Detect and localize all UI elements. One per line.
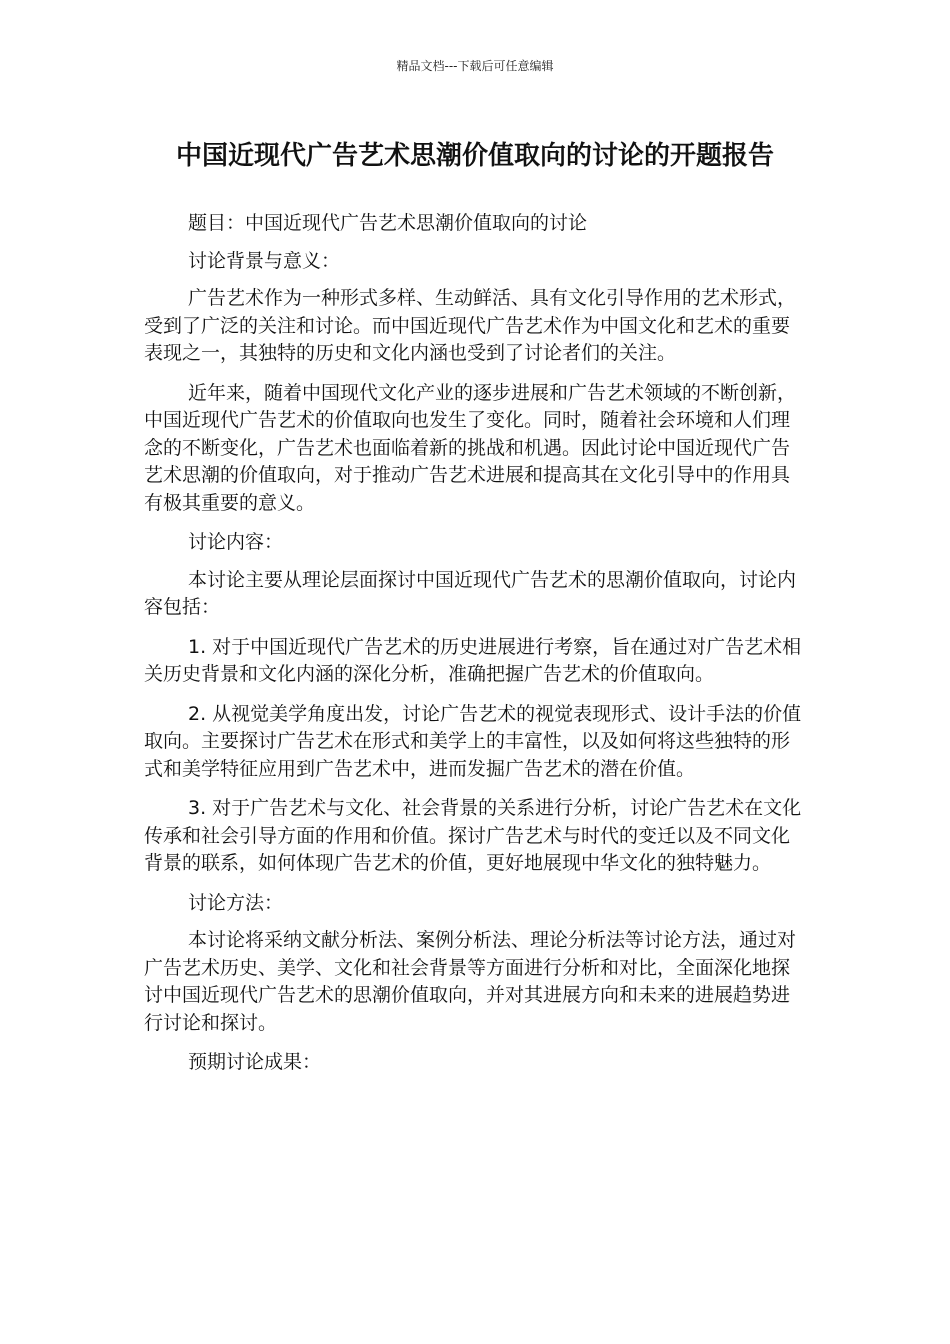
topic-line: 题目：中国近现代广告艺术思潮价值取向的讨论 xyxy=(188,212,588,234)
section-heading-content: 讨论内容： xyxy=(188,531,284,553)
list-item-content-2: 2. 从视觉美学角度出发，讨论广告艺术的视觉表现形式、设计手法的价值取向。主要探讨广告艺术在形式和美学上的丰富性，以及如何将这些独特的形式和美学特征应用到广告艺术中，进而发掘广告艺术的潜在价值。 xyxy=(144,702,802,780)
section-heading-background: 讨论背景与意义： xyxy=(188,249,341,272)
document-body xyxy=(144,210,806,1087)
section-heading-expected-results: 预期讨论成果： xyxy=(188,1051,322,1073)
paragraph-background-2: 近年来，随着中国现代文化产业的逐步进展和广告艺术领域的不断创新，中国近现代广告艺术的价值取向也发生了变化。同时，随着社会环境和人们理念的不断变化，广告艺术也面临着新的挑战和机遇。因此讨论中国近现代广告艺术思潮的价值取向，对于推动广告艺术进展和提高其在文化引导中的作用具有极其重要的意义。 xyxy=(144,381,797,514)
paragraph-content-intro: 本讨论主要从理论层面探讨中国近现代广告艺术的思潮价值取向，讨论内容包括： xyxy=(144,568,797,618)
list-item-content-1: 1. 对于中国近现代广告艺术的历史进展进行考察，旨在通过对广告艺术相关历史背景和文化内涵的深化分析，准确把握广告艺术的价值取向。 xyxy=(144,635,802,685)
document-title: 中国近现代广告艺术思潮价值取向的讨论的开题报告 xyxy=(175,141,774,171)
list-item-content-3: 3. 对于广告艺术与文化、社会背景的关系进行分析，讨论广告艺术在文化传承和社会引导方面的作用和价值。探讨广告艺术与时代的变迁以及不同文化背景的联系，如何体现广告艺术的价值，更好地展现中华文化的独特魅力。 xyxy=(144,797,802,874)
header-note: 精品文档---下载后可任意编辑 xyxy=(396,59,554,73)
paragraph-background-1: 广告艺术作为一种形式多样、生动鲜活、具有文化引导作用的艺术形式，受到了广泛的关注和讨论。而中国近现代广告艺术作为中国文化和艺术的重要表现之一，其独特的历史和文化内涵也受到了讨论者们的关注。 xyxy=(144,287,797,364)
paragraph-method: 本讨论将采纳文献分析法、案例分析法、理论分析法等讨论方法，通过对广告艺术历史、美学、文化和社会背景等方面进行分析和对比，全面深化地探讨中国近现代广告艺术的思潮价值取向，并对其进展方向和未来的进展趋势进行讨论和探讨。 xyxy=(144,929,797,1034)
section-heading-method: 讨论方法： xyxy=(188,891,284,914)
